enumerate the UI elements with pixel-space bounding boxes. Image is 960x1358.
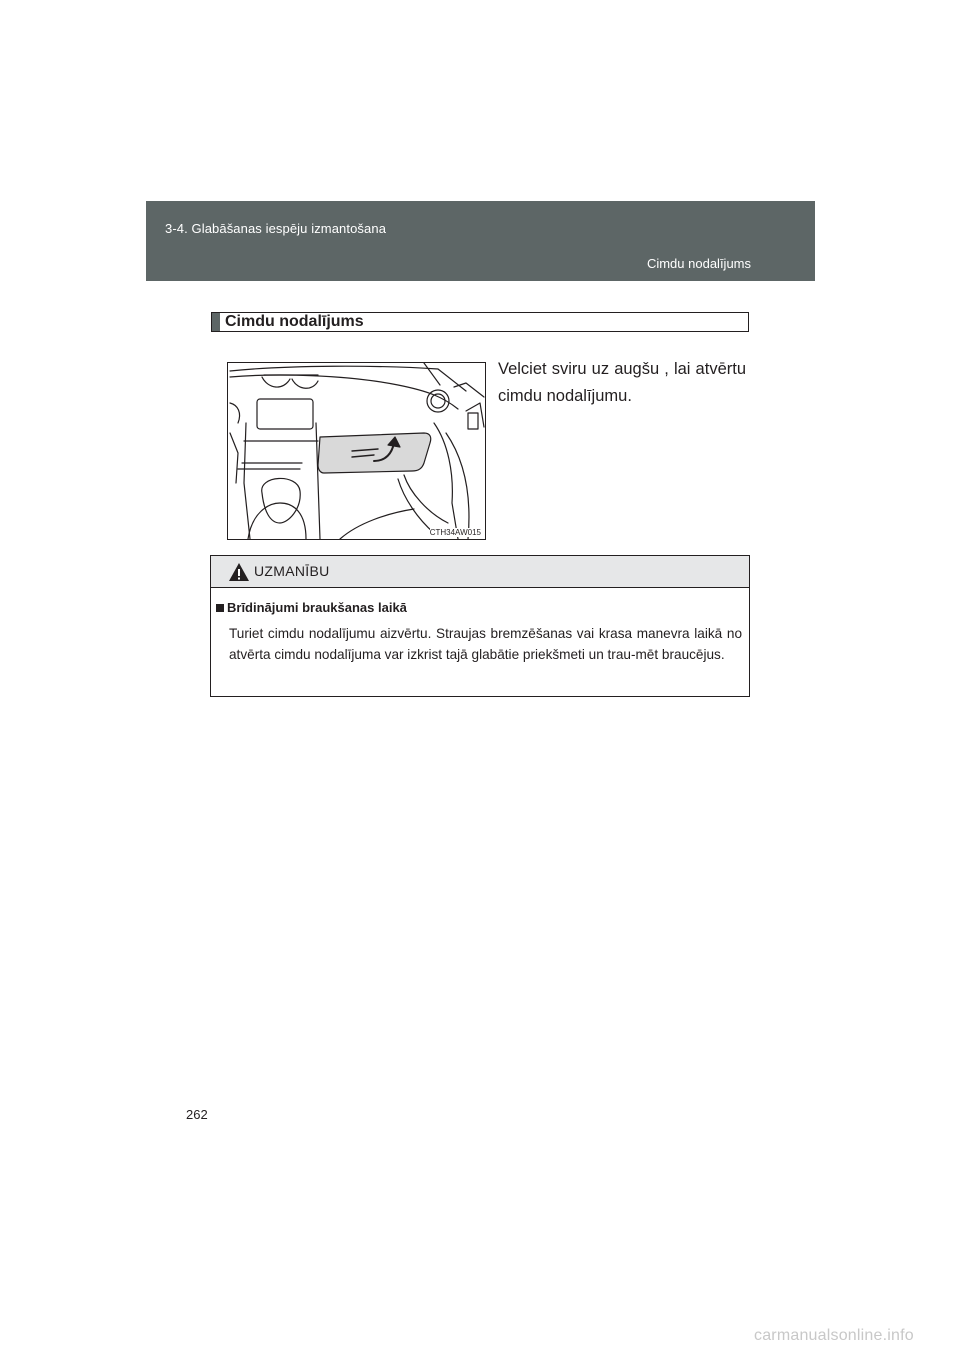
page-number: 262 xyxy=(186,1107,208,1122)
glove-box-illustration xyxy=(227,362,486,540)
instruction-text: Velciet sviru uz augšu , lai atvērtu cimdu nodalījumu. xyxy=(498,360,746,405)
page-subject: Cimdu nodalījums xyxy=(646,256,751,271)
figure-code: CTH34AW015 xyxy=(429,528,481,537)
caution-header xyxy=(211,556,749,588)
dashboard-drawing xyxy=(228,363,485,539)
topic-bar xyxy=(211,312,749,332)
watermark: carmanualsonline.info xyxy=(754,1327,914,1344)
topic-title: Cimdu nodalījums xyxy=(225,313,364,330)
caution-body: Turiet cimdu nodalījumu aizvērtu. Straujas bremzēšanas vai krasa manevra laikā no atvērta cimdu nodalījuma var izkrist tajā glabātie priekšmeti un trau-mēt braucējus. xyxy=(229,626,742,662)
caution-box xyxy=(210,555,750,697)
section-label: 3-4. Glabāšanas iespēju izmantošana xyxy=(165,221,387,236)
topic-bar-accent xyxy=(212,313,220,331)
header-band xyxy=(146,201,815,281)
caution-subheading xyxy=(215,600,407,615)
warning-triangle-icon xyxy=(228,562,250,582)
square-bullet-icon xyxy=(216,604,224,612)
caution-subheading-text: Brīdinājumi braukšanas laikā xyxy=(227,600,407,615)
caution-title: UZMANĪBU xyxy=(254,563,330,579)
